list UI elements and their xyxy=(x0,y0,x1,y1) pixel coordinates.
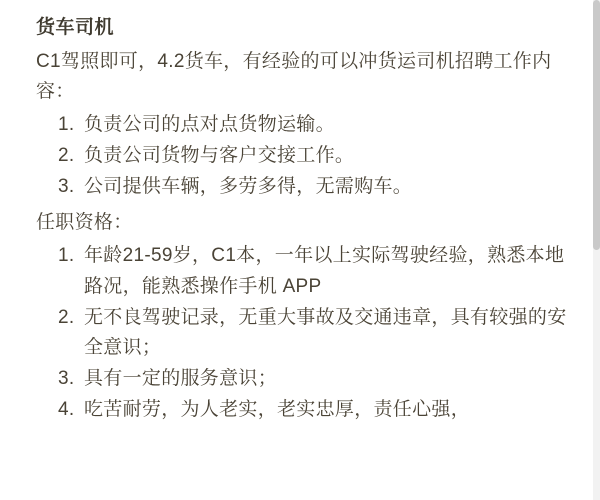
requirements-heading: 任职资格： xyxy=(36,212,133,234)
requirements-list xyxy=(36,241,578,426)
intro-paragraph: C1驾照即可，4.2货车，有经验的可以冲货运司机招聘工作内容： xyxy=(36,50,552,103)
list-item: 2. 无不良驾驶记录，无重大事故及交通违章，具有较强的安全意识； xyxy=(80,303,578,365)
list-item: 4. 吃苦耐劳，为人老实，老实忠厚，责任心强， xyxy=(80,395,578,426)
list-item: 3. 公司提供车辆，多劳多得，无需购车。 xyxy=(80,172,578,203)
list-item: 1. 负责公司的点对点货物运输。 xyxy=(80,110,578,141)
list-item: 3. 具有一定的服务意识； xyxy=(80,364,578,395)
scrollbar-thumb[interactable] xyxy=(593,0,600,250)
list-item: 1. 年龄21-59岁，C1本，一年以上实际驾驶经验，熟悉本地路况，能熟悉操作手机 APP xyxy=(80,241,578,303)
list-item: 2. 负责公司货物与客户交接工作。 xyxy=(80,141,578,172)
page-title: 货车司机 xyxy=(36,17,115,38)
duties-list xyxy=(36,110,578,202)
vertical-scrollbar[interactable] xyxy=(593,0,600,500)
